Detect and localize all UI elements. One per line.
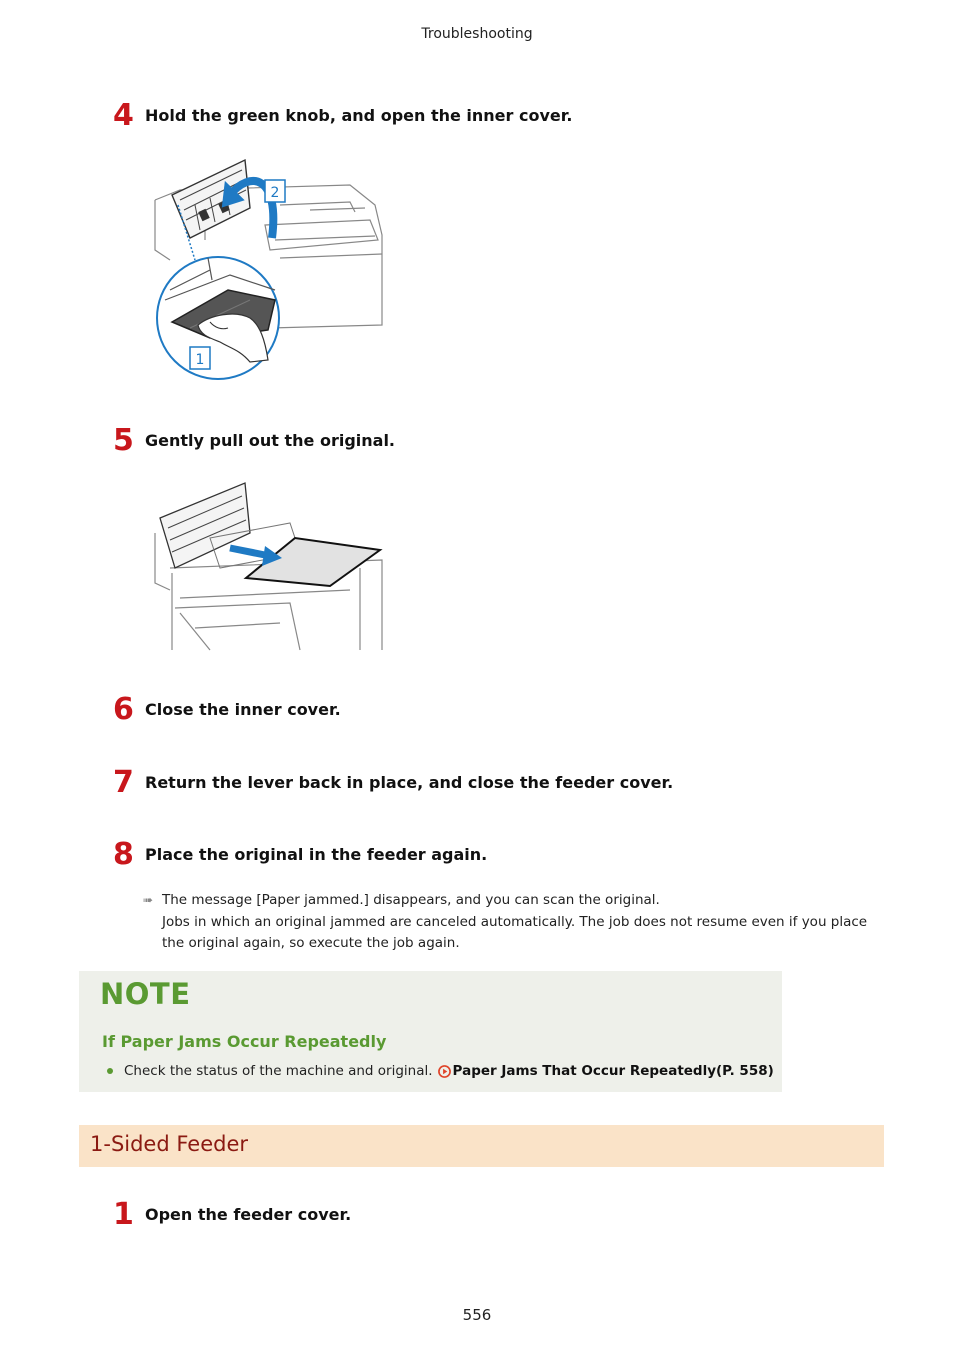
callout-1-label: 1 (195, 352, 205, 368)
step-instruction: Gently pull out the original. (145, 431, 396, 450)
step-number: 7 (113, 765, 134, 800)
open-inner-cover-illustration (150, 150, 390, 385)
page-header: Troubleshooting (421, 26, 533, 42)
bullet-icon (107, 1068, 113, 1074)
note-subtitle: If Paper Jams Occur Repeatedly (102, 1032, 387, 1051)
result-text: The message [Paper jammed.] disappears, and you can scan the original. (162, 892, 660, 908)
step-8 (113, 839, 487, 871)
note-item-text: Check the status of the machine and original. (124, 1063, 433, 1079)
result-arrow-icon: ➠ (143, 893, 154, 907)
note-title: NOTE (100, 977, 191, 1011)
section-title: 1-Sided Feeder (90, 1132, 249, 1156)
step-1 (113, 1199, 351, 1231)
step-number: 8 (113, 837, 134, 872)
step-number: 4 (113, 98, 134, 133)
step-instruction: Open the feeder cover. (145, 1205, 352, 1224)
note-box (79, 971, 782, 1092)
result-detail-text: Jobs in which an original jammed are canceled automatically. The job does not resume even if you place the original again, so execute the job again. (162, 913, 868, 951)
step-6 (113, 694, 341, 726)
callout-2-label: 2 (270, 185, 280, 201)
link-arrow-icon (438, 1065, 451, 1078)
step-5 (113, 425, 395, 457)
step-number: 6 (113, 692, 134, 727)
step-instruction: Close the inner cover. (145, 700, 341, 719)
step-instruction: Hold the green knob, and open the inner cover. (145, 106, 573, 125)
pull-out-original-illustration (150, 478, 390, 653)
page-number: 556 (462, 1306, 492, 1324)
section-heading (79, 1125, 884, 1167)
step-instruction: Place the original in the feeder again. (145, 845, 488, 864)
step-result (143, 890, 873, 955)
step-instruction: Return the lever back in place, and close the feeder cover. (145, 773, 674, 792)
step-number: 5 (113, 423, 134, 458)
step-7 (113, 767, 673, 799)
cross-reference-link[interactable]: Paper Jams That Occur Repeatedly(P. 558) (452, 1063, 774, 1079)
step-4 (113, 100, 572, 132)
step-number: 1 (113, 1197, 134, 1232)
note-list-item (107, 1063, 774, 1079)
